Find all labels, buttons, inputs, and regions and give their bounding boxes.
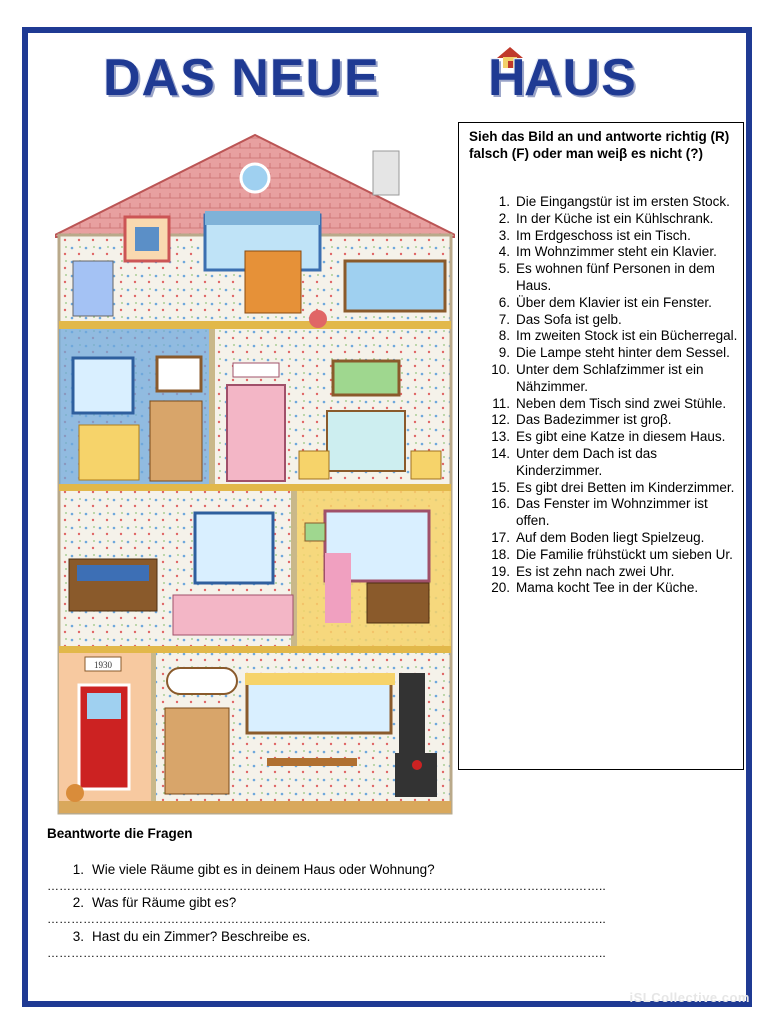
statement-text: Mama kocht Tee in der Küche. bbox=[516, 580, 699, 596]
statement-list bbox=[471, 194, 739, 597]
question-item bbox=[47, 929, 727, 960]
question-text: Was für Räume gibt es? bbox=[92, 895, 237, 910]
statement-number: 14. bbox=[491, 445, 510, 461]
statement-number: 10. bbox=[491, 361, 510, 377]
statement-item bbox=[471, 496, 739, 530]
statement-text: Die Familie frühstückt um sieben Ur. bbox=[516, 546, 733, 562]
title-initial: H bbox=[488, 49, 527, 107]
statement-text: Unter dem Schlafzimmer ist ein Nähzimmer. bbox=[516, 361, 704, 394]
answer-line[interactable]: ………………………………………………………………………………………………………………………….. bbox=[47, 879, 606, 893]
statement-number: 9. bbox=[498, 345, 510, 361]
questions-heading: Beantworte die Fragen bbox=[47, 826, 193, 841]
statement-item bbox=[471, 211, 739, 228]
statement-text: In der Küche ist ein Kühlschrank. bbox=[516, 210, 714, 226]
statement-text: Unter dem Dach ist das Kinderzimmer. bbox=[516, 445, 658, 478]
statement-item bbox=[471, 312, 739, 329]
door-number: 1930 bbox=[94, 660, 112, 670]
answer-line[interactable]: ………………………………………………………………………………………………………………………….. bbox=[47, 912, 606, 926]
statement-number: 15. bbox=[491, 479, 510, 495]
question-item bbox=[47, 862, 727, 893]
statement-text: Es ist zehn nach zwei Uhr. bbox=[516, 563, 675, 579]
statement-number: 12. bbox=[491, 412, 510, 428]
statement-number: 17. bbox=[491, 529, 510, 545]
statement-number: 11. bbox=[492, 395, 510, 411]
statement-text: Die Eingangstür ist im ersten Stock. bbox=[516, 194, 730, 209]
statement-item bbox=[471, 345, 739, 362]
statement-text: Das Sofa ist gelb. bbox=[516, 311, 622, 327]
statement-item bbox=[471, 328, 739, 345]
statement-item bbox=[471, 412, 739, 429]
statement-item bbox=[471, 295, 739, 312]
statement-text: Auf dem Boden liegt Spielzeug. bbox=[516, 529, 705, 545]
statement-text: Das Badezimmer ist groβ. bbox=[516, 412, 672, 428]
question-number: 1. bbox=[72, 862, 84, 877]
title-part1: DAS NEUE bbox=[103, 49, 380, 107]
statement-number: 1. bbox=[498, 194, 510, 209]
statement-number: 5. bbox=[498, 261, 510, 277]
statement-item bbox=[471, 362, 739, 396]
statement-number: 4. bbox=[498, 244, 510, 260]
watermark: iSLCollective.com bbox=[629, 990, 750, 1005]
statement-number: 13. bbox=[491, 429, 510, 445]
statement-item bbox=[471, 547, 739, 564]
statement-text: Im zweiten Stock ist ein Bücherregal. bbox=[516, 328, 738, 344]
statement-text: Im Wohnzimmer steht ein Klavier. bbox=[516, 244, 717, 260]
house-illustration bbox=[55, 133, 455, 815]
statement-number: 2. bbox=[498, 210, 510, 226]
statement-text: Das Fenster im Wohnzimmer ist offen. bbox=[516, 496, 708, 529]
statement-text: Neben dem Tisch sind zwei Stühle. bbox=[516, 395, 727, 411]
statement-item bbox=[471, 480, 739, 497]
statement-text: Über dem Klavier ist ein Fenster. bbox=[516, 294, 712, 310]
answer-line[interactable]: ………………………………………………………………………………………………………………………….. bbox=[47, 946, 606, 960]
statement-item bbox=[471, 261, 739, 295]
statement-text: Die Lampe steht hinter dem Sessel. bbox=[516, 345, 730, 361]
statement-number: 6. bbox=[498, 294, 510, 310]
statement-number: 16. bbox=[491, 496, 510, 512]
statement-text: Es wohnen fünf Personen in dem Haus. bbox=[516, 261, 715, 293]
statement-number: 18. bbox=[491, 546, 510, 562]
statement-item bbox=[471, 228, 739, 245]
statement-item bbox=[471, 429, 739, 446]
question-text: Wie viele Räume gibt es in deinem Haus oder Wohnung? bbox=[92, 862, 435, 877]
statement-item bbox=[471, 396, 739, 413]
true-false-task bbox=[458, 122, 744, 770]
statement-number: 3. bbox=[498, 227, 510, 243]
statement-number: 8. bbox=[498, 328, 510, 344]
title-part2: AUS bbox=[524, 49, 637, 107]
statement-item bbox=[471, 580, 739, 597]
statement-number: 20. bbox=[491, 580, 510, 596]
statement-text: Es gibt eine Katze in diesem Haus. bbox=[516, 429, 726, 445]
question-number: 2. bbox=[72, 895, 84, 910]
statement-text: Im Erdgeschoss ist ein Tisch. bbox=[516, 227, 691, 243]
statement-number: 19. bbox=[491, 563, 510, 579]
statement-item bbox=[471, 564, 739, 581]
statement-item bbox=[471, 446, 739, 480]
question-number: 3. bbox=[72, 929, 84, 944]
statement-item bbox=[471, 194, 739, 211]
statement-number: 7. bbox=[498, 311, 510, 327]
question-item bbox=[47, 895, 727, 926]
question-text: Hast du ein Zimmer? Beschreibe es. bbox=[92, 929, 311, 944]
statement-text: Es gibt drei Betten im Kinderzimmer. bbox=[516, 479, 735, 495]
statement-item bbox=[471, 244, 739, 261]
statement-item bbox=[471, 530, 739, 547]
task-instructions: Sieh das Bild an und antworte richtig (R) falsch (F) oder man weiβ es nicht (?) bbox=[469, 129, 730, 161]
